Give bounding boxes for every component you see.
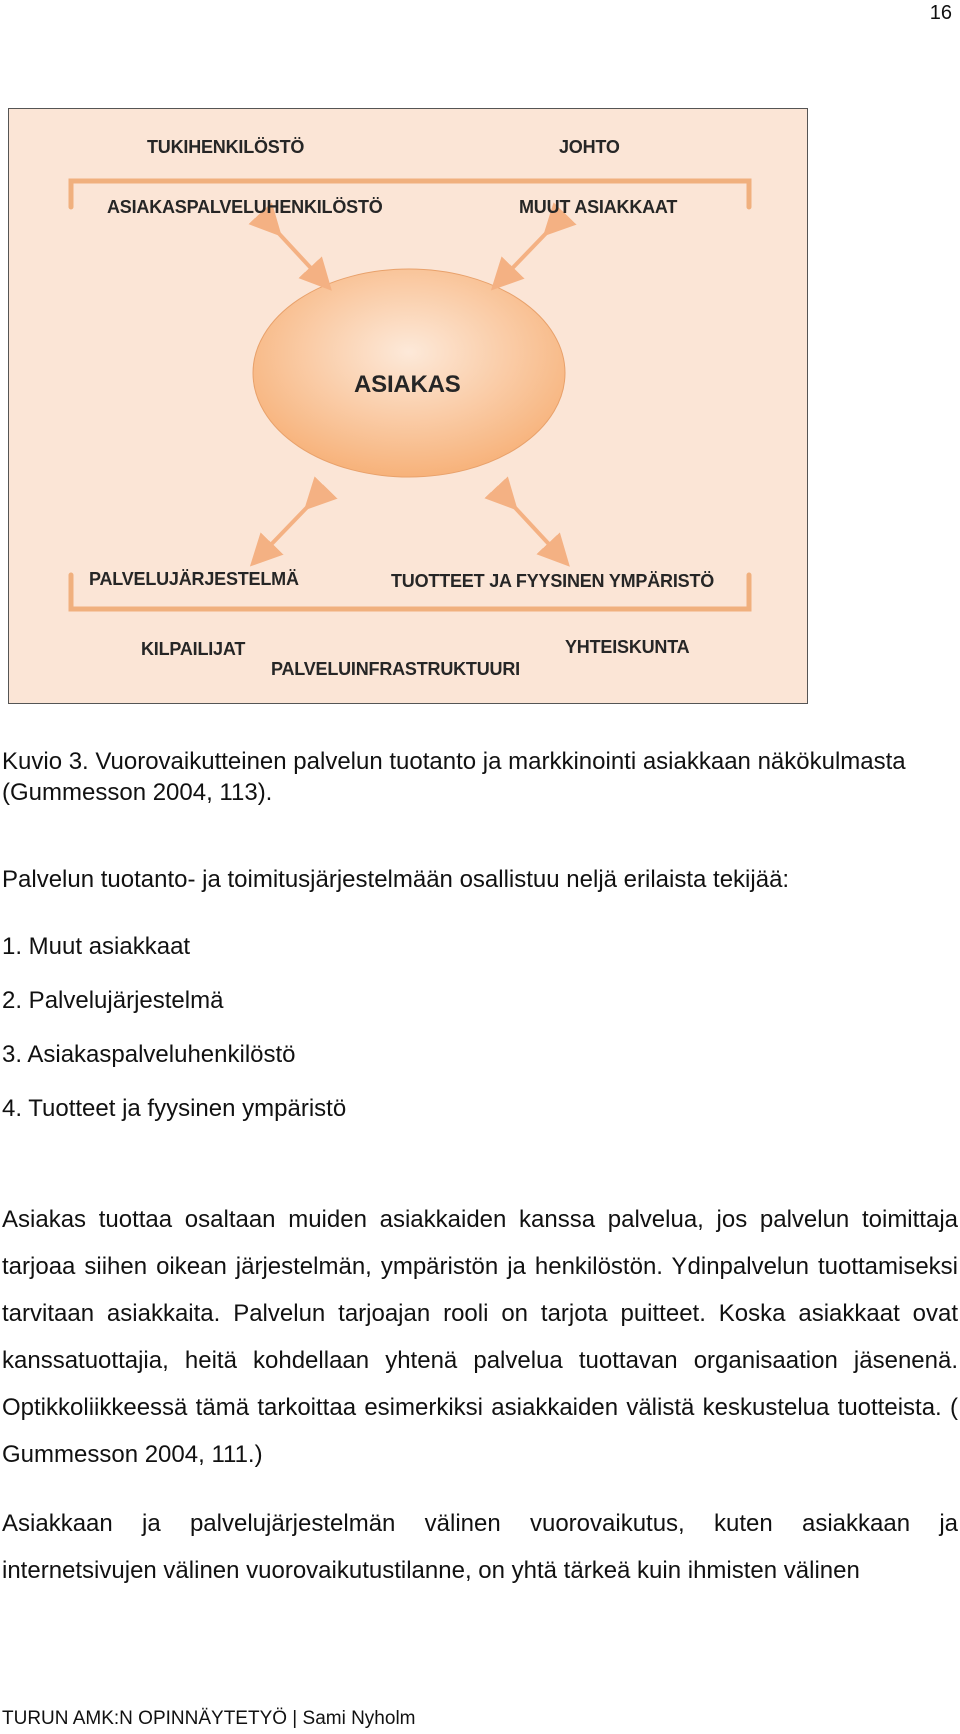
list-item: 2. Palvelujärjestelmä [2,987,224,1014]
page-number: 16 [929,2,952,24]
intro-text: Palvelun tuotanto- ja toimitusjärjestelmään osallistuu neljä erilaista tekijää: [2,866,790,893]
list-item: 3. Asiakaspalveluhenkilöstö [2,1041,296,1068]
label-kilpailijat: KILPAILIJAT [141,639,246,659]
label-asiakaspalveluhenkilosto: ASIAKASPALVELUHENKILÖSTÖ [107,197,383,217]
body-paragraph-1: Asiakas tuottaa osaltaan muiden asiakkaiden kanssa palvelua, jos palvelun toimittaja tarjoaa siihen oikean järjestelmän, ympäristön ja henkilöstön. Ydinpalvelun tuottamiseksi tarvitaan asiakkaita. Palvelun tarjoajan rooli on tarjota puitteet. Koska asiakkaat ovat kanssatuottajia, heitä kohdellaan yhtenä palvelua tuottavan organisaation jäsenenä. Optikkoliikkeessä tämä tarkoittaa esimerkiksi asiakkaiden välistä keskustelua tuotteista. ( Gummesson 2004, 111.) [2,1206,958,1468]
body-paragraph-2: Asiakkaan ja palvelujärjestelmän välinen vuorovaikutus, kuten asiakkaan ja internetsivujen välinen vuorovaikutustilanne, on yhtä tärkeä kuin ihmisten välinen [2,1510,958,1584]
arrow-bottom-left [261,499,315,555]
page-footer: TURUN AMK:N OPINNÄYTETYÖ | Sami Nyholm [2,1708,416,1729]
list-item: 4. Tuotteet ja fyysinen ympäristö [2,1095,347,1122]
label-muut-asiakkaat: MUUT ASIAKKAAT [519,197,678,217]
label-johto: JOHTO [559,137,620,157]
label-tuotteet-ja-fyysinen-ymparisto: TUOTTEET JA FYYSINEN YMPÄRISTÖ [391,571,715,591]
label-palvelujarjestelma: PALVELUJÄRJESTELMÄ [89,569,299,589]
figure-caption: Kuvio 3. Vuorovaikutteinen palvelun tuotanto ja markkinointi asiakkaan näkökulmasta (Gummesson 2004, 113). [2,748,906,806]
label-asiakas: ASIAKAS [354,371,461,398]
arrow-top-right [502,225,554,279]
list-item: 1. Muut asiakkaat [2,933,191,960]
label-palveluinfrastruktuuri: PALVELUINFRASTRUKTUURI [271,659,520,679]
factor-list [2,932,346,1148]
arrow-top-left [271,225,321,279]
label-tukihenkilosto: TUKIHENKILÖSTÖ [147,137,305,157]
customer-interaction-diagram [8,108,808,704]
label-yhteiskunta: YHTEISKUNTA [565,637,690,657]
arrow-bottom-right [507,499,559,555]
